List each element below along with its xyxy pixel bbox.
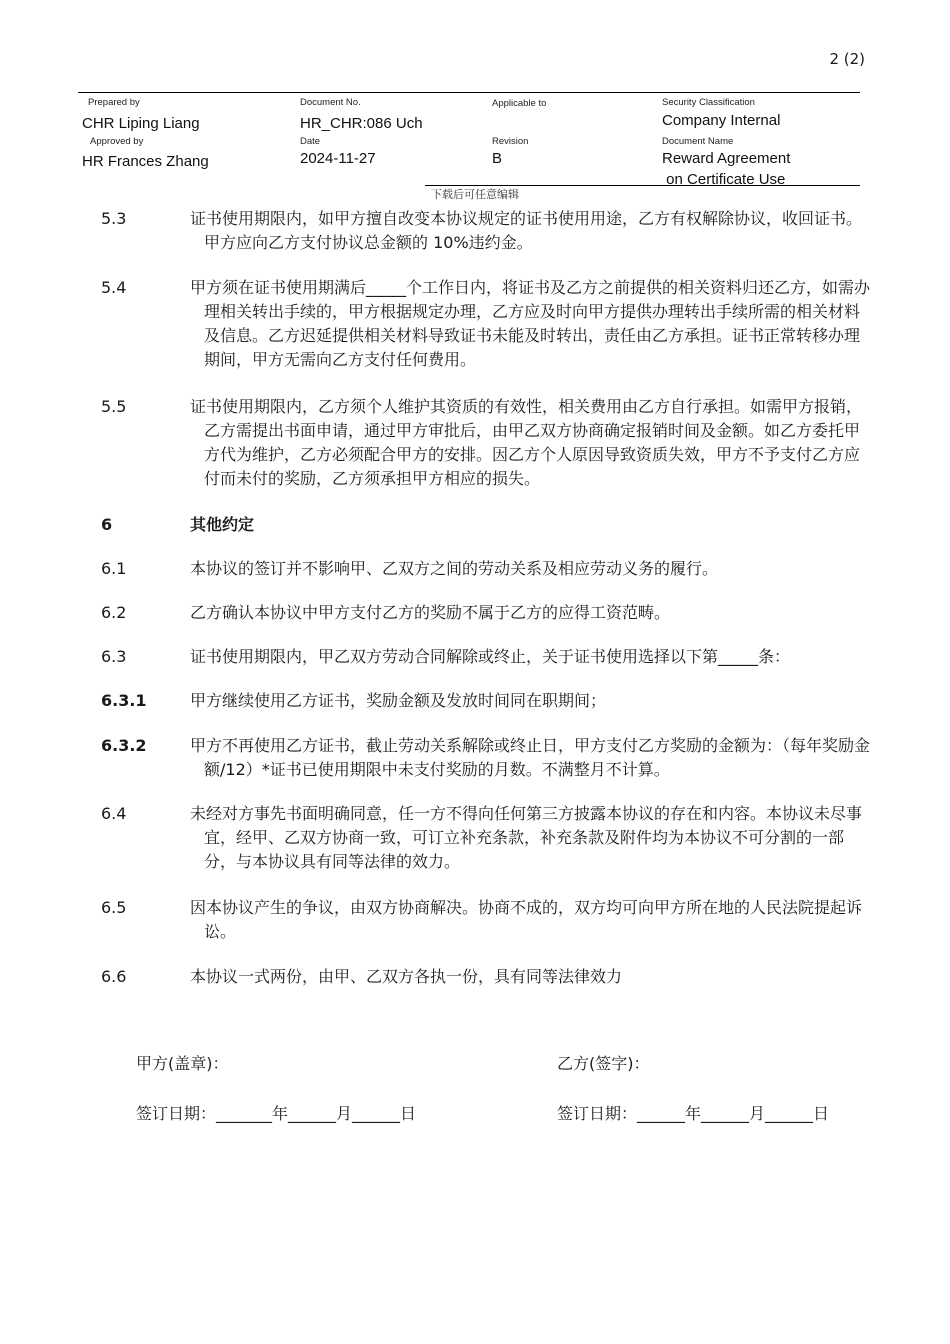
security-classification-value: Company Internal	[662, 112, 781, 129]
party-a-seal-label: 甲方(盖章)：	[136, 1054, 229, 1073]
revision-label: Revision	[492, 136, 529, 147]
clause-number: 6.5	[101, 898, 127, 917]
watermark-text: 下载后可任意编辑	[431, 188, 519, 201]
clause-text: 未经对方事先书面明确同意，任一方不得向任何第三方披露本协议的存在和内容。本协议未尽事宜，经甲、乙双方协商一致，可订立补充条款，补充条款及附件均为本协议不可分割的一部分，与本协议具有同等法律的效力。	[190, 804, 863, 871]
clause-number: 6.3	[101, 647, 127, 666]
document-name-line2: on Certificate Use	[662, 171, 786, 188]
clause-number: 5.3	[101, 209, 127, 228]
document-no-value: HR_CHR:086 Uch	[300, 115, 423, 132]
document-name-line1: Reward Agreement	[662, 150, 791, 167]
document-name-label: Document Name	[662, 136, 734, 147]
document-no-label: Document No.	[300, 97, 361, 108]
prepared-by-label: Prepared by	[88, 97, 140, 108]
approved-by-label: Approved by	[90, 136, 144, 147]
clause-number: 6.4	[101, 804, 127, 823]
clause-text: 本协议的签订并不影响甲、乙双方之间的劳动关系及相应劳动义务的履行。	[190, 559, 719, 578]
party-b-signature-label: 乙方(签字)：	[557, 1054, 650, 1073]
prepared-by-value: CHR Liping Liang	[82, 115, 200, 132]
clause-number: 5.5	[101, 397, 127, 416]
approved-by-value: HR Frances Zhang	[82, 153, 209, 170]
security-classification-label: Security Classification	[662, 97, 755, 108]
clause-number: 6.2	[101, 603, 127, 622]
section-number: 6	[101, 515, 113, 534]
party-a-sign-date: 签订日期：_______年______月______日	[136, 1104, 417, 1123]
clause-number: 6.1	[101, 559, 127, 578]
header-top-rule	[78, 92, 860, 93]
clause-text: 证书使用期限内，乙方须个人维护其资质的有效性，相关费用由乙方自行承担。如需甲方报销，乙方需提出书面申请，通过甲方审批后，由甲乙双方协商确定报销时间及金额。如乙方委托甲方代为维护，乙方必须配合甲方的安排。因乙方个人原因导致资质失效，甲方不予支付乙方应付而未付的奖励，乙方须承担甲方相应的损失。	[190, 397, 863, 488]
date-value: 2024-11-27	[300, 150, 376, 167]
clause-text: 证书使用期限内，如甲方擅自改变本协议规定的证书使用用途，乙方有权解除协议，收回证书。甲方应向乙方支付协议总金额的 10%违约金。	[190, 209, 863, 252]
applicable-to-label: Applicable to	[492, 98, 547, 109]
clause-text: 本协议一式两份，由甲、乙双方各执一份，具有同等法律效力	[190, 967, 623, 986]
clause-text: 因本协议产生的争议，由双方协商解决。协商不成的，双方均可向甲方所在地的人民法院提起诉讼。	[190, 898, 863, 941]
clause-text: 甲方不再使用乙方证书，截止劳动关系解除或终止日，甲方支付乙方奖励的金额为：（每年奖励金额/12）*证书已使用期限中未支付奖励的月数。不满整月不计算。	[190, 736, 871, 779]
clause-text: 甲方须在证书使用期满后_____个工作日内，将证书及乙方之前提供的相关资料归还乙方，如需办理相关转出手续的，甲方根据规定办理，乙方应及时向甲方提供办理转出手续所需的相关材料及信息。乙方迟延提供相关材料导致证书未能及时转出，责任由乙方承担。证书正常转移办理期间，甲方无需向乙方支付任何费用。	[190, 278, 871, 369]
page-number: 2 (2)	[829, 50, 865, 68]
clause-text: 乙方确认本协议中甲方支付乙方的奖励不属于乙方的应得工资范畴。	[190, 603, 671, 622]
clause-number: 6.6	[101, 967, 127, 986]
clause-number: 5.4	[101, 278, 127, 297]
date-label: Date	[300, 136, 321, 147]
clause-text: 证书使用期限内，甲乙双方劳动合同解除或终止，关于证书使用选择以下第_____条：	[190, 647, 791, 666]
revision-value: B	[492, 150, 503, 167]
section-title: 其他约定	[190, 515, 255, 534]
party-b-sign-date: 签订日期：______年______月______日	[557, 1104, 830, 1123]
clause-number: 6.3.1	[101, 691, 147, 710]
clause-text: 甲方继续使用乙方证书，奖励金额及发放时间同在职期间；	[190, 691, 607, 710]
clause-number: 6.3.2	[101, 736, 147, 755]
